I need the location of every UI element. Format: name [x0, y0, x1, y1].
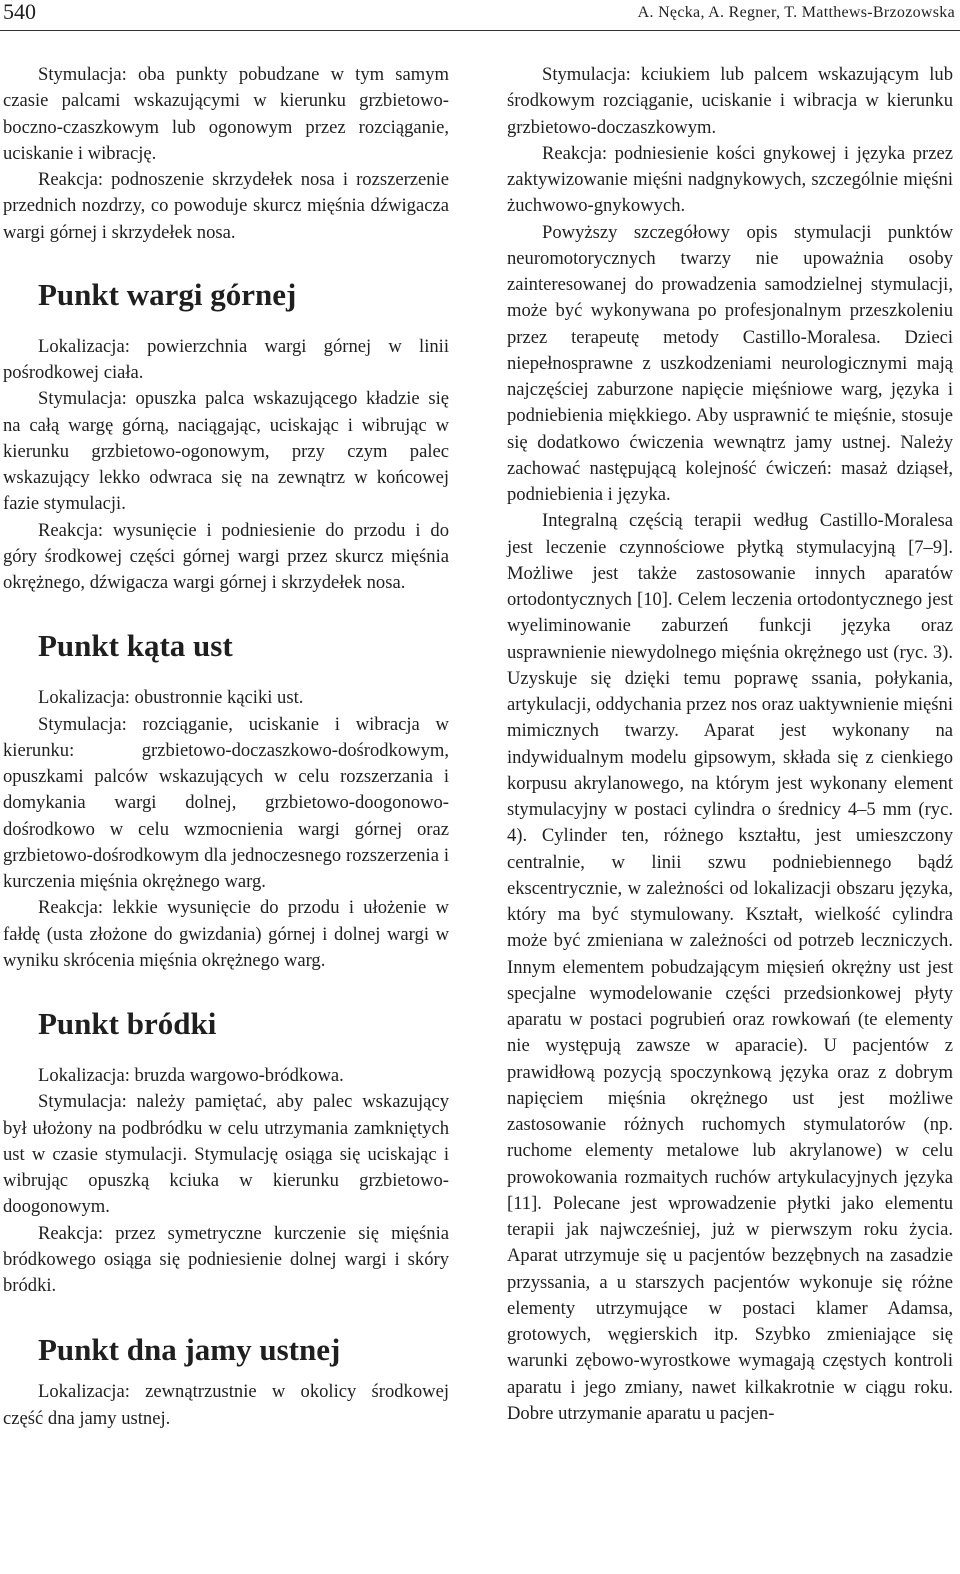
- section-heading: Punkt bródki: [38, 1006, 217, 1041]
- body-paragraph: Lokalizacja: powierzchnia wargi górnej w linii pośrodkowej ciała.: [3, 335, 449, 383]
- body-paragraph: Lokalizacja: zewnątrzustnie w okolicy środkowej część dna jamy ustnej.: [3, 1381, 449, 1429]
- body-paragraph: Stymulacja: należy pamiętać, aby palec wskazujący był ułożony na podbródku w celu utrzymania zamkniętych ust w czasie stymulacji. Stymulację osiąga się uciskając i wibrując opuszką kciuka w kierunku grzbietowo-doogonowym.: [3, 1091, 449, 1218]
- body-paragraph: Lokalizacja: obustronnie kąciki ust.: [38, 687, 304, 709]
- body-paragraph: Stymulacja: rozciąganie, uciskanie i wibracja w kierunku: grzbietowo-doczaszkowo-dośrodkowym, opuszkami palców wskazujących w celu rozszerzania i domykania wargi dolnej, grzbietowo-doogonowo-dośrodkowo w celu wzmocnienia wargi górnej oraz grzbietowo-dośrodkowym dla jednoczesnego rozszerzenia i kurczenia mięśnia okrężnego warg.: [3, 713, 449, 892]
- body-paragraph: Stymulacja: kciukiem lub palcem wskazującym lub środkowym rozciąganie, uciskanie i wibracja w kierunku grzbietowo-doczaszkowym.: [507, 64, 953, 138]
- body-paragraph: Integralną częścią terapii według Castillo-Moralesa jest leczenie czynnościowe płytką stymulacyjną [7–9]. Możliwe jest także zastosowanie innych aparatów ortodontycznych [10]. Celem leczenia ortodontycznego jest wyeliminowanie zaburzeń funkcji języka oraz usprawnienie niewydolnego mięśnia okrężnego ust (ryc. 3). Uzyskuje się dzięki temu poprawę ssania, połykania, artykulacji, oddychania przez nos oraz uaktywnienie mięśni mimicznych twarzy. Aparat jest wykonany na indywidualnym modelu gipsowym, składa się z cienkiego korpusu akrylanowego, na którym jest wykonany element stymulacyjny w postaci cylindra o średnicy 4–5 mm (ryc. 4). Cylinder ten, różnego kształtu, jest umieszczony centralnie, w linii szwu podniebiennego bądź ekscentrycznie, w zależności od lokalizacji obszaru języka, który ma być stymulowany. Kształt, wielkość cylindra może być zmieniana w zależności od potrzeb leczniczych. Innym elementem pobudzającym mięsień okrężny ust jest specjalne wymodelowanie części przedsionkowej płyty aparatu w postaci pogrubień oraz rowkowań (te elementy nie występują zawsze w aparacie). U pacjentów z prawidłową pozycją spoczynkową języka oraz z dobrym napięciem mięśnia okrężnego ust jest możliwe zastosowanie różnych ruchomych stymulatorów (np. ruchome elementy metalowe lub akrylanowe) w celu prowokowania rozmaitych ruchów artykulacyjnych języka [11]. Polecane jest wprowadzenie płytki jako elementu terapii jak najwcześniej, już w pierwszym roku życia. Aparat utrzymuje się u pacjentów bezzębnych na zasadzie przyssania, a u starszych pacjentów wykonuje się różne elementy utrzymujące w postaci klamer Adamsa, grotowych, węgierskich itp. Szybko zmieniające się warunki zębowo-wyrostkowe wymagają częstych kontroli aparatu i jego zmiany, nawet kilkakrotnie w ciągu roku. Dobre utrzymanie aparatu u pacjen-: [507, 510, 953, 1424]
- page-number: 540: [3, 0, 36, 24]
- body-paragraph: Stymulacja: opuszka palca wskazującego kładzie się na całą wargę górną, naciągając, uciskając i wibrując w kierunku grzbietowo-ogonowym, przy czym palec wskazujący lekko odwraca się na zewnątrz w końcowej fazie stymulacji.: [3, 388, 449, 515]
- running-header-authors: A. Nęcka, A. Regner, T. Matthews-Brzozowska: [637, 4, 955, 21]
- body-paragraph: Powyższy szczegółowy opis stymulacji punktów neuromotorycznych twarzy nie upoważnia osoby zainteresowanej do prowadzenia samodzielnej stymulacji, może być wykonywana po profesjonalnym przeszkoleniu przez terapeutę metody Castillo-Moralesa. Dzieci niepełnosprawne z uszkodzeniami neurologicznymi mają najczęściej zaburzone napięcie mięśniowe warg, języka i podniebienia miękkiego. Aby usprawnić te mięśnie, stosuje się dodatkowo ćwiczenia wewnątrz jamy ustnej. Należy zachować następującą kolejność ćwiczeń: masaż dziąseł, podniebienia i języka.: [507, 221, 953, 505]
- section-heading: Punkt wargi górnej: [38, 276, 297, 312]
- left-column: [3, 62, 449, 1432]
- section-heading: Punkt dna jamy ustnej: [38, 1332, 341, 1368]
- section-heading: Punkt kąta ust: [38, 628, 233, 664]
- body-paragraph: Lokalizacja: bruzda wargowo-bródkowa.: [38, 1065, 344, 1086]
- body-paragraph: Reakcja: lekkie wysunięcie do przodu i ułożenie w fałdę (usta złożone do gwizdania) górnej i dolnej wargi w wyniku skrócenia mięśnia okrężnego warg.: [3, 897, 449, 971]
- running-header: [0, 0, 960, 31]
- body-paragraph: Stymulacja: oba punkty pobudzane w tym samym czasie palcami wskazującymi w kierunku grzbietowo-boczno-czaszkowym lub ogonowym przez rozciąganie, uciskanie i wibrację.: [3, 64, 449, 164]
- body-paragraph: Reakcja: podniesienie kości gnykowej i języka przez zaktywizowanie mięśni nadgnykowych, szczególnie mięśni żuchwowo-gnykowych.: [507, 142, 953, 217]
- body-paragraph: Reakcja: wysunięcie i podniesienie do przodu i do góry środkowej części górnej wargi przez skurcz mięśnia okrężnego, dźwigacza wargi górnej i skrzydełek nosa.: [3, 519, 449, 593]
- right-column: [507, 62, 953, 1427]
- body-paragraph: Reakcja: przez symetryczne kurczenie się mięśnia bródkowego osiąga się podniesienie dolnej wargi i skóry bródki.: [3, 1222, 449, 1296]
- body-paragraph: Reakcja: podnoszenie skrzydełek nosa i rozszerzenie przednich nozdrzy, co powoduje skurcz mięśnia dźwigacza wargi górnej i skrzydełek nosa.: [3, 169, 449, 243]
